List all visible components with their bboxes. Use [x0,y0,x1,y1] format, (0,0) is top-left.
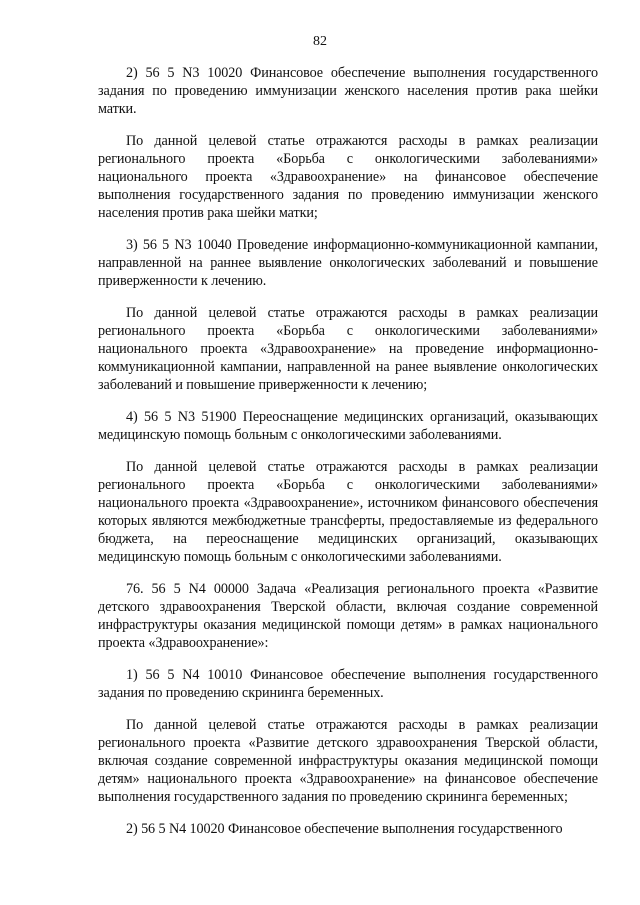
paragraph: 76. 56 5 N4 00000 Задача «Реализация регионального проекта «Развитие детского здравоохранения Тверской области, включая создание современной инфраструктуры оказания медицинской помощи детям» в рамках национального проекта «Здравоохранение»: [98,581,598,651]
paragraph: По данной целевой статье отражаются расходы в рамках реализации регионального проекта «Борьба с онкологическими заболеваниями» национального проекта «Здравоохранение» на финансовое обеспечение выполнения государственного задания по проведению иммунизации женского населения против рака шейки матки; [98,133,598,221]
paragraph: По данной целевой статье отражаются расходы в рамках реализации регионального проекта «Развитие детского здравоохранения Тверской области, включая создание современной инфраструктуры оказания медицинской помощи детям» национального проекта «Здравоохранение» на финансовое обеспечение выполнения государственного задания по проведению скрининга беременных; [98,717,598,805]
paragraph: 1) 56 5 N4 10010 Финансовое обеспечение выполнения государственного задания по проведению скрининга беременных. [98,667,598,701]
page-number: 82 [313,34,327,49]
document-body [98,64,598,852]
paragraph: 2) 56 5 N4 10020 Финансовое обеспечение выполнения государственного [126,821,563,837]
paragraph: 4) 56 5 N3 51900 Переоснащение медицинских организаций, оказывающих медицинскую помощь больным с онкологическими заболеваниями. [98,409,598,443]
paragraph: 3) 56 5 N3 10040 Проведение информационно-коммуникационной кампании, направленной на раннее выявление онкологических заболеваний и повышение приверженности к лечению. [98,237,598,289]
paragraph: По данной целевой статье отражаются расходы в рамках реализации регионального проекта «Борьба с онкологическими заболеваниями» национального проекта «Здравоохранение», источником финансового обеспечения которых являются межбюджетные трансферты, предоставляемые из федерального бюджета, на переоснащение медицинских организаций, оказывающих медицинскую помощь больным с онкологическими заболеваниями. [98,459,598,565]
paragraph: 2) 56 5 N3 10020 Финансовое обеспечение выполнения государственного задания по проведению иммунизации женского населения против рака шейки матки. [98,65,598,117]
paragraph: По данной целевой статье отражаются расходы в рамках реализации регионального проекта «Борьба с онкологическими заболеваниями» национального проекта «Здравоохранение» на проведение информационно-коммуникационной кампании, направленной на ранее выявление онкологических заболеваний и повышение приверженности к лечению; [98,305,598,393]
